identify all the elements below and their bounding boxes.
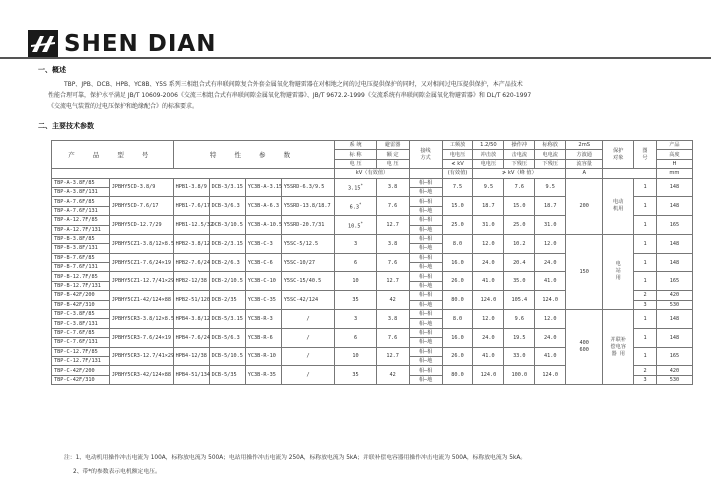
yc-model: YC3B-C-3 (245, 234, 281, 253)
y5s-model: Y5SC-42/124 (281, 291, 335, 310)
header-power-freq-2: 电电压 (442, 150, 473, 159)
overview-line-2: 性能合理可靠，保护水平满足 JB/T 10609-2006《交流三相组合式有串联间隙金属氧化物避雷器》、JB/T 9672.2-1999《交流系统有串联间隙金属氧化物避雷器》和 DL/T 620-1997 (48, 92, 532, 99)
figure-number: 3 (634, 300, 657, 309)
model-code: TBP-B-12.7F/131 (52, 281, 110, 290)
nominal-residual: 12.0 (535, 234, 566, 253)
power-freq-voltage: 8.0 (442, 234, 473, 253)
header-params: 特 性 参 数 (173, 141, 335, 169)
y5s-model: Y5SC-15/40.5 (281, 272, 335, 291)
hpb-model: HPB2-7.6/24 (173, 253, 209, 272)
dcb-model: DCB-2/35 (209, 291, 245, 310)
impulse-voltage: 31.0 (473, 216, 504, 235)
dcb-model: DCB-2/6.3 (209, 253, 245, 272)
header-unit-peak: ≯ kV（峰 值） (473, 169, 566, 178)
system-voltage-value: 6 (353, 334, 358, 341)
system-voltage-value: 35 (352, 297, 359, 304)
system-voltage (335, 234, 376, 253)
product-height: 165 (656, 272, 692, 291)
y5s-model: / (281, 366, 335, 385)
nominal-residual: 31.0 (535, 216, 566, 235)
operating-residual: 105.4 (504, 291, 535, 310)
protection-object-line: 机用 (613, 206, 624, 213)
connection-mode: 相—相 (409, 310, 442, 319)
model-code: TBP-B-42F/310 (52, 300, 110, 309)
arrester-rated-voltage: 7.6 (376, 253, 409, 272)
figure-number: 1 (634, 310, 657, 329)
header-height-2: 高度 (656, 150, 692, 159)
connection-mode: 相—相 (409, 366, 442, 375)
model-code: TBP-C-42F/200 (52, 366, 110, 375)
connection-mode: 相—地 (409, 263, 442, 272)
nominal-residual: 24.0 (535, 253, 566, 272)
protection-object-line: 器 用 (611, 350, 625, 357)
model-code: TBP-A-12.7F/131 (52, 225, 110, 234)
model-code: TBP-C-12.7F/85 (52, 347, 110, 356)
header-operating-3: 下残压 (504, 159, 535, 168)
figure-number: 2 (634, 366, 657, 375)
operating-residual: 10.2 (504, 234, 535, 253)
connection-mode: 相—相 (409, 347, 442, 356)
figure-number: 1 (634, 178, 657, 197)
model-code: TBP-A-3.8F/85 (52, 178, 110, 187)
overview-line-1: TBP、JPB、DCB、HPB、YC8B、Y5S 系列三相组合式有串联间隙复合外套金属氧化物避雷器在对相地之间的过电压提供保护的同时，又对相间过电压提供保护，本产品技术 (64, 81, 523, 88)
jpb-model: JPBHY5CD-12.7/29 (109, 216, 173, 235)
protection-object-line: 电动 (613, 199, 624, 206)
arrester-rated-voltage: 12.7 (376, 347, 409, 366)
connection-mode: 相—相 (409, 291, 442, 300)
connection-mode: 相—地 (409, 319, 442, 328)
jpb-model: JPBHY5CZ1-7.6/24×19 (109, 253, 173, 272)
connection-mode: 相—地 (409, 244, 442, 253)
operating-residual: 25.0 (504, 216, 535, 235)
power-freq-voltage: 26.0 (442, 347, 473, 366)
note-2: 2、带*的参数表示电机额定电压。 (73, 469, 161, 475)
dcb-model: DCB-5/3.15 (209, 310, 245, 329)
impulse-voltage: 41.0 (473, 347, 504, 366)
protection-object-line: 偿电容 (610, 343, 626, 350)
model-code: TBP-B-7.6F/131 (52, 263, 110, 272)
connection-mode: 相—相 (409, 234, 442, 243)
system-voltage (335, 328, 376, 347)
motor-rated-mark: * (358, 201, 362, 207)
system-voltage (335, 366, 376, 385)
connection-mode: 相—地 (409, 187, 442, 196)
header-connect: 接线 方式 (409, 141, 442, 169)
header-protect: 保护 对象 (603, 141, 634, 169)
impulse-voltage: 9.5 (473, 178, 504, 197)
figure-number: 1 (634, 347, 657, 366)
system-voltage-value: 10 (352, 353, 359, 360)
yc-model: YC3B-A-3.15 (245, 178, 281, 197)
power-freq-voltage: 15.0 (442, 197, 473, 216)
operating-residual: 19.5 (504, 328, 535, 347)
figure-number: 3 (634, 375, 657, 384)
system-voltage-value: 6.3 (349, 204, 359, 211)
model-code: TBP-B-3.8F/85 (52, 234, 110, 243)
model-code: TBP-B-3.8F/131 (52, 244, 110, 253)
dcb-model: DCB-5/35 (209, 366, 245, 385)
product-height: 148 (656, 253, 692, 272)
header-impulse-1: 1.2/50 (473, 141, 504, 150)
dcb-model: DCB-3/3.15 (209, 178, 245, 197)
jpb-model: JPBHY5CR3-7.6/24×19 (109, 328, 173, 347)
brand-name: SHEN DIAN (64, 31, 217, 57)
y5s-model: / (281, 328, 335, 347)
header-unit-kv-rms: kV（有效值） (335, 169, 409, 178)
header-unit-mm: mm (656, 169, 692, 178)
impulse-voltage: 24.0 (473, 328, 504, 347)
model-code: TBP-B-7.6F/85 (52, 253, 110, 262)
hpb-model: HPB4-3.8/12 (173, 310, 209, 329)
header-system-2: 标 称 (335, 150, 376, 159)
power-freq-voltage: 25.0 (442, 216, 473, 235)
impulse-voltage: 18.7 (473, 197, 504, 216)
figure-number: 2 (634, 291, 657, 300)
hpb-model: HPB4-51/134 (173, 366, 209, 385)
dcb-model: DCB-3/10.5 (209, 216, 245, 235)
system-voltage (335, 291, 376, 310)
impulse-voltage: 12.0 (473, 234, 504, 253)
yc-model: YC3B-A-6.3 (245, 197, 281, 216)
jpb-model: JPBHY5CZ1-3.8/12×8.5 (109, 234, 173, 253)
figure-number: 1 (634, 328, 657, 347)
nominal-residual: 124.0 (535, 291, 566, 310)
table-row (52, 234, 693, 243)
header-nominal-1: 标称放 (535, 141, 566, 150)
table-row (52, 178, 693, 187)
product-height: 148 (656, 234, 692, 253)
arrester-rated-voltage: 42 (376, 291, 409, 310)
protection-object (603, 178, 634, 234)
header-arrester-2: 额 定 (376, 150, 409, 159)
product-height: 420 (656, 366, 692, 375)
impulse-voltage: 124.0 (473, 366, 504, 385)
arrester-rated-voltage: 42 (376, 366, 409, 385)
connection-mode: 相—地 (409, 356, 442, 365)
system-voltage-value: 10 (352, 278, 359, 285)
header-nominal-2: 电电流 (535, 150, 566, 159)
model-code: TBP-A-7.6F/85 (52, 197, 110, 206)
header-height-1: 产品 (656, 141, 692, 150)
figure-number: 1 (634, 272, 657, 291)
impulse-voltage: 24.0 (473, 253, 504, 272)
square-wave-capacity: 200 (566, 178, 603, 234)
header-2ms-2: 方波通 (566, 150, 603, 159)
figure-number: 1 (634, 197, 657, 216)
nominal-residual: 41.0 (535, 272, 566, 291)
system-voltage (335, 272, 376, 291)
protection-object-line: 电 (615, 261, 621, 268)
yc-model: YC3B-R-6 (245, 328, 281, 347)
arrester-rated-voltage: 7.6 (376, 328, 409, 347)
hpb-model: HPB2-12/38 (173, 272, 209, 291)
yc-model: YC3B-R-35 (245, 366, 281, 385)
connection-mode: 相—相 (409, 216, 442, 225)
y5s-model: Y5SC-10/27 (281, 253, 335, 272)
hpb-model: HPB4-12/38 (173, 347, 209, 366)
jpb-model: JPBHY5CR3-3.8/12×8.5 (109, 310, 173, 329)
nominal-residual: 24.0 (535, 328, 566, 347)
header-arrester-3: 电 压 (376, 159, 409, 168)
power-freq-voltage: 16.0 (442, 328, 473, 347)
nominal-residual: 41.0 (535, 347, 566, 366)
header-system-1: 系 统 (335, 141, 376, 150)
header-unit-blank (409, 169, 442, 178)
square-wave-capacity-line: 600 (579, 347, 589, 354)
dcb-model: DCB-2/3.15 (209, 234, 245, 253)
hpb-model: HPB1-12.5/32 (173, 216, 209, 235)
hpb-model: HPB2-51/120 (173, 291, 209, 310)
arrester-rated-voltage: 12.7 (376, 216, 409, 235)
impulse-voltage: 124.0 (473, 291, 504, 310)
yc-model: YC3B-R-10 (245, 347, 281, 366)
impulse-voltage: 12.0 (473, 310, 504, 329)
dcb-model: DCB-5/6.3 (209, 328, 245, 347)
figure-number: 1 (634, 253, 657, 272)
motor-rated-mark: * (360, 183, 363, 189)
model-code: TBP-B-12.7F/85 (52, 272, 110, 281)
y5s-model: Y5SC-5/12.5 (281, 234, 335, 253)
header-height-3: H (656, 159, 692, 168)
yc-model: YC3B-C-6 (245, 253, 281, 272)
jpb-model: JPBHY5CZ1-42/124×88 (109, 291, 173, 310)
power-freq-voltage: 16.0 (442, 253, 473, 272)
system-voltage-value: 3 (353, 315, 358, 322)
product-height: 165 (656, 347, 692, 366)
model-code: TBP-A-12.7F/85 (52, 216, 110, 225)
header-divider (0, 57, 711, 59)
overview-title: 一、概述 (38, 66, 66, 74)
header-spacer (52, 169, 335, 178)
operating-residual: 100.0 (504, 366, 535, 385)
operating-residual: 33.0 (504, 347, 535, 366)
power-freq-voltage: 80.0 (442, 366, 473, 385)
square-wave-capacity: 150 (566, 234, 603, 309)
model-code: TBP-C-12.7F/131 (52, 356, 110, 365)
connection-mode: 相—地 (409, 375, 442, 384)
system-voltage-value: 3.15 (348, 185, 361, 192)
impulse-voltage: 41.0 (473, 272, 504, 291)
system-voltage (335, 253, 376, 272)
motor-rated-mark: * (360, 220, 363, 226)
model-code: TBP-C-7.6F/85 (52, 328, 110, 337)
table-header (52, 141, 693, 179)
connection-mode: 相—相 (409, 178, 442, 187)
arrester-rated-voltage: 12.7 (376, 272, 409, 291)
hpb-model: HPB2-3.8/12 (173, 234, 209, 253)
power-freq-voltage: 26.0 (442, 272, 473, 291)
nominal-residual: 18.7 (535, 197, 566, 216)
product-height: 148 (656, 310, 692, 329)
operating-residual: 9.6 (504, 310, 535, 329)
jpb-model: JPBHY5CD-7.6/17 (109, 197, 173, 216)
figure-number: 1 (634, 234, 657, 253)
header-unit-a: A (566, 169, 603, 178)
header-2ms-3: 流容量 (566, 159, 603, 168)
hpb-model: HPB1-7.6/17 (173, 197, 209, 216)
nominal-residual: 9.5 (535, 178, 566, 197)
product-height: 165 (656, 216, 692, 235)
yc-model: YC3B-C-35 (245, 291, 281, 310)
connection-mode: 相—相 (409, 272, 442, 281)
header-operating-2: 击电流 (504, 150, 535, 159)
header-system-3: 电 压 (335, 159, 376, 168)
model-code: TBP-B-42F/200 (52, 291, 110, 300)
dcb-model: DCB-5/10.5 (209, 347, 245, 366)
yc-model: YC3B-A-10.5 (245, 216, 281, 235)
power-freq-voltage: 8.0 (442, 310, 473, 329)
hpb-model: HPB4-7.6/24 (173, 328, 209, 347)
dcb-model: DCB-3/6.3 (209, 197, 245, 216)
header-power-freq-3: ≮ kV (442, 159, 473, 168)
system-voltage-value: 6 (353, 259, 358, 266)
system-voltage-value: 3 (353, 240, 358, 247)
y5s-model: / (281, 347, 335, 366)
system-voltage (335, 197, 376, 216)
product-height: 420 (656, 291, 692, 300)
table-row (52, 310, 693, 319)
protection-object (603, 234, 634, 309)
header-power-freq-1: 工频放 (442, 141, 473, 150)
model-code: TBP-C-3.8F/85 (52, 310, 110, 319)
header-operating-1: 操作冲 (504, 141, 535, 150)
table-body (52, 178, 693, 385)
y5s-model: Y5SRD-13.8/18.7 (281, 197, 335, 216)
system-voltage (335, 310, 376, 329)
protection-object-line: 站 (615, 268, 621, 275)
jpb-model: JPBHY5CZ1-12.7/41×29 (109, 272, 173, 291)
operating-residual: 7.6 (504, 178, 535, 197)
product-height: 530 (656, 375, 692, 384)
product-height: 148 (656, 197, 692, 216)
header-figure: 图 号 (634, 141, 657, 169)
protection-object-line: 并联补 (610, 336, 626, 343)
connection-mode: 相—相 (409, 253, 442, 262)
connection-mode: 相—地 (409, 206, 442, 215)
figure-number: 1 (634, 216, 657, 235)
model-code: TBP-A-7.6F/131 (52, 206, 110, 215)
header-2ms-1: 2mS (566, 141, 603, 150)
nominal-residual: 12.0 (535, 310, 566, 329)
arrester-rated-voltage: 3.8 (376, 310, 409, 329)
nominal-residual: 124.0 (535, 366, 566, 385)
header-unit-rms: (有效值) (442, 169, 473, 178)
arrester-rated-voltage: 7.6 (376, 197, 409, 216)
jpb-model: JPBHY5CD-3.8/9 (109, 178, 173, 197)
header-arrester-1: 避雷器 (376, 141, 409, 150)
technical-parameters-table (51, 140, 693, 385)
connection-mode: 相—相 (409, 197, 442, 206)
operating-residual: 35.0 (504, 272, 535, 291)
operating-residual: 20.4 (504, 253, 535, 272)
y5s-model: Y5SRD-20.7/31 (281, 216, 335, 235)
protection-object (603, 310, 634, 385)
product-height: 148 (656, 178, 692, 197)
header-model: 产 品 型 号 (52, 141, 174, 169)
power-freq-voltage: 80.0 (442, 291, 473, 310)
system-voltage-value: 10.5 (348, 223, 361, 230)
connection-mode: 相—地 (409, 338, 442, 347)
square-wave-capacity-line: 400 (579, 340, 589, 347)
note-1: 注：1、电动机用操作冲击电流为 100A，标称放电流为 500A；电站用操作冲击电流为 250A，标称放电流为 5kA；并联补偿电容器用操作冲击电流为 500A，标称放电流为 5kA。 (64, 455, 527, 461)
connection-mode: 相—地 (409, 281, 442, 290)
dcb-model: DCB-2/10.5 (209, 272, 245, 291)
header-impulse-2: 冲击放 (473, 150, 504, 159)
model-code: TBP-C-42F/310 (52, 375, 110, 384)
product-height: 148 (656, 328, 692, 347)
system-voltage-value: 35 (352, 372, 359, 379)
arrester-rated-voltage: 3.8 (376, 178, 409, 197)
operating-residual: 15.0 (504, 197, 535, 216)
hpb-model: HPB1-3.8/9 (173, 178, 209, 197)
system-voltage (335, 216, 376, 235)
y5s-model: Y5SRD-6.3/9.5 (281, 178, 335, 197)
connection-mode: 相—地 (409, 300, 442, 309)
connection-mode: 相—相 (409, 328, 442, 337)
connection-mode: 相—地 (409, 225, 442, 234)
product-height: 530 (656, 300, 692, 309)
model-code: TBP-C-7.6F/131 (52, 338, 110, 347)
yc-model: YC3B-R-3 (245, 310, 281, 329)
overview-line-3: 《交流电气装置的过电压保护和绝缘配合》的标准要求。 (48, 103, 199, 110)
jpb-model: JPBHY5CR3-42/124×88 (109, 366, 173, 385)
arrester-rated-voltage: 3.8 (376, 234, 409, 253)
system-voltage (335, 347, 376, 366)
system-voltage (335, 178, 376, 197)
power-freq-voltage: 7.5 (442, 178, 473, 197)
params-title: 二、主要技术参数 (38, 122, 94, 130)
jpb-model: JPBHY5CR3-12.7/41×29 (109, 347, 173, 366)
model-code: TBP-C-3.8F/131 (52, 319, 110, 328)
header-nominal-3: 下残压 (535, 159, 566, 168)
yc-model: YC3B-C-10 (245, 272, 281, 291)
square-wave-capacity (566, 310, 603, 385)
model-code: TBP-A-3.8F/131 (52, 187, 110, 196)
header-impulse-3: 电电压 (473, 159, 504, 168)
header-unit-blank-2 (603, 169, 657, 178)
y5s-model: / (281, 310, 335, 329)
protection-object-line: 用 (615, 275, 621, 282)
